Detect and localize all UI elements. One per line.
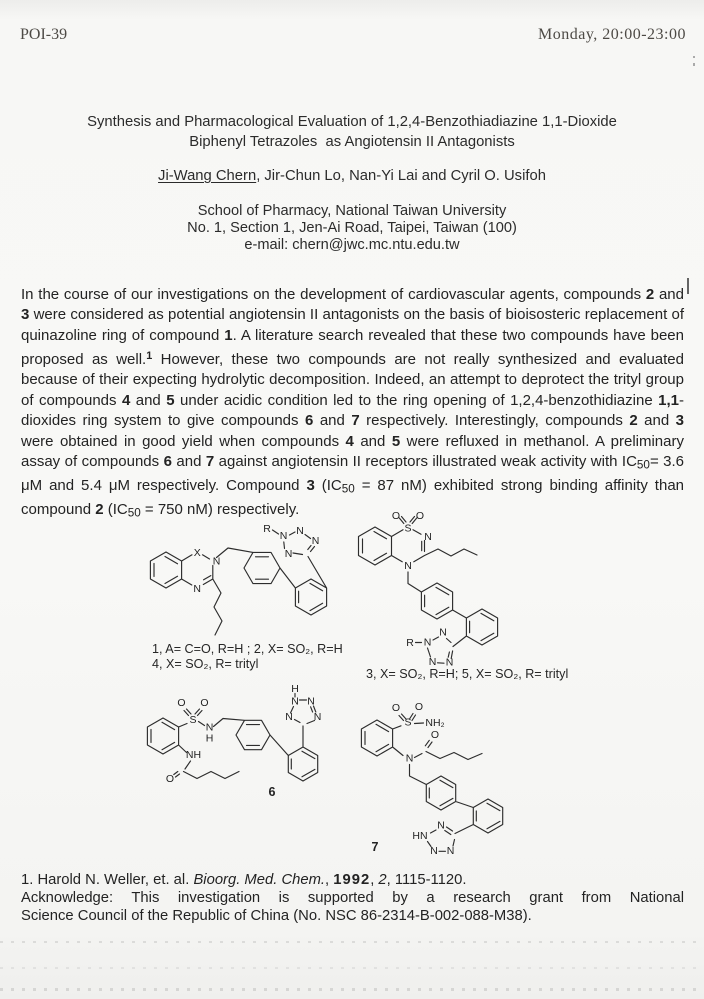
atom-label: N: [424, 531, 432, 543]
atom-label: N: [439, 626, 447, 639]
affiliation-email: e-mail: chern@jwc.mc.ntu.edu.tw: [244, 237, 460, 253]
atom-label: N: [212, 555, 221, 568]
atom-label: H: [291, 683, 299, 695]
structure-6-drawing: [112, 682, 357, 812]
atom-label: NH: [185, 749, 202, 761]
atom-label: N: [284, 548, 293, 560]
authors-rest: , Jir-Chun Lo, Nan-Yi Lai and Cyril O. Usifoh: [256, 168, 546, 184]
atom-label: S: [404, 522, 412, 535]
reference-line: 1. Harold N. Weller, et. al. Bioorg. Med. Chem., 1992, 2, 1115-1120.: [21, 872, 467, 888]
atom-label: S: [189, 714, 197, 726]
title-line-2: Biphenyl Tetrazoles as Angiotensin II Antagonists: [189, 133, 515, 150]
bond-skeleton: [150, 530, 326, 635]
atom-label: N: [404, 560, 412, 572]
structure-7: [328, 692, 618, 867]
atom-label: N: [311, 535, 320, 547]
atom-label: O: [165, 773, 175, 785]
atom-label: O: [414, 701, 424, 713]
caption-compounds-3-5: [366, 667, 568, 682]
atom-label: HN: [412, 830, 428, 842]
atom-label: N: [430, 845, 438, 857]
atom-label: N: [279, 530, 288, 542]
atom-label: NH₂: [425, 717, 445, 729]
structure-1-2-4: [138, 518, 348, 648]
compound-6-label: 6: [268, 785, 276, 799]
structure-3-5: [348, 512, 643, 668]
caption-line: 4, X= SO₂, R= trityl: [152, 656, 259, 671]
atom-label: O: [177, 697, 186, 709]
atom-label: R: [263, 523, 271, 535]
structure-1-2-4-drawing: [138, 518, 348, 648]
atom-label: O: [200, 697, 209, 709]
atom-label: O: [391, 702, 401, 714]
atom-label: O: [391, 512, 401, 522]
atom-label: N: [296, 525, 304, 537]
atom-label: S: [404, 716, 412, 729]
atom-label: N: [193, 583, 201, 595]
author-lead: Ji-Wang Chern: [158, 168, 257, 184]
title-line-1: Synthesis and Pharmacological Evaluation of 1,2,4-Benzothiadiazine 1,1-Dioxide: [87, 114, 617, 130]
affiliation-institution: School of Pharmacy, National Taiwan University: [197, 203, 507, 219]
atom-label: R: [406, 637, 414, 649]
compound-7-label: 7: [371, 840, 379, 854]
caption-line: 3, X= SO₂, R=H; 5, X= SO₂, R= trityl: [366, 667, 569, 681]
structure-7-drawing: [328, 692, 618, 867]
caption-line: 1, A= C=O, R=H ; 2, X= SO₂, R=H: [152, 642, 343, 656]
session-time: Monday, 20:00-23:00: [537, 26, 686, 43]
atom-label: N: [285, 711, 293, 723]
atom-label: H: [205, 732, 214, 745]
atom-label: N: [445, 656, 454, 668]
abstract-paragraph: In the course of our investigations on the development of cardiovascular agents, compounds 2 and 3 were considered as potential angiotensin II antagonists on the basis of bioisosteric replacement of quinazoline ring of compound 1. A literature search revealed that these two compounds have been proposed as well.$^1$ However, these two compounds are not really synthesized and evaluated because of their expecting hydrolytic decomposition. Indeed, an attempt to deprotect the trityl group of compounds 4 and 5 under acidic condition led to the ring opening of 1,2,4-benzothidiazine 1,1-dioxides ring system to give compounds 6 and 7 respectively. Interestingly, compounds 2 and 3 were obtained in good yield when compounds 4 and 5 were refluxed in methanol. A preliminary assay of compounds 6 and 7 against angiotensin II receptors illustrated weak activity with $IC_{50}= 3.6$ μM and 5.4 μM respectively. Compound 3 ($IC_{50} = 87$ nM) exhibited strong binding affinity than compound 2 ($IC_{50} = 750$ nM) respectively.: [21, 286, 684, 520]
atom-label: O: [415, 512, 425, 522]
atom-label: N: [437, 819, 445, 832]
atom-label: N: [423, 636, 432, 649]
atom-label: N: [313, 711, 322, 723]
atom-label: N: [291, 695, 299, 708]
acknowledgement-line-1: Acknowledge: This investigation is supported by a research grant from National: [21, 890, 684, 907]
atom-label: O: [430, 729, 440, 741]
atom-label: X: [193, 546, 201, 559]
atom-label: N: [205, 721, 214, 734]
structure-6: [112, 682, 357, 812]
atom-label: N: [446, 845, 455, 857]
session-code: POI-39: [20, 26, 68, 43]
footer-block: [21, 871, 684, 926]
atom-label: N: [307, 695, 315, 708]
atom-label: N: [428, 656, 437, 668]
acknowledgement-line-2: Science Council of the Republic of China (No. NSC 86-2314-B-002-088-M38).: [21, 908, 532, 925]
caption-compounds-1-2-4: [152, 642, 343, 671]
structure-3-5-drawing: [348, 512, 643, 668]
atom-label: N: [405, 752, 414, 765]
affiliation-address: No. 1, Section 1, Jen-Ai Road, Taipei, Taiwan (100): [187, 220, 517, 236]
